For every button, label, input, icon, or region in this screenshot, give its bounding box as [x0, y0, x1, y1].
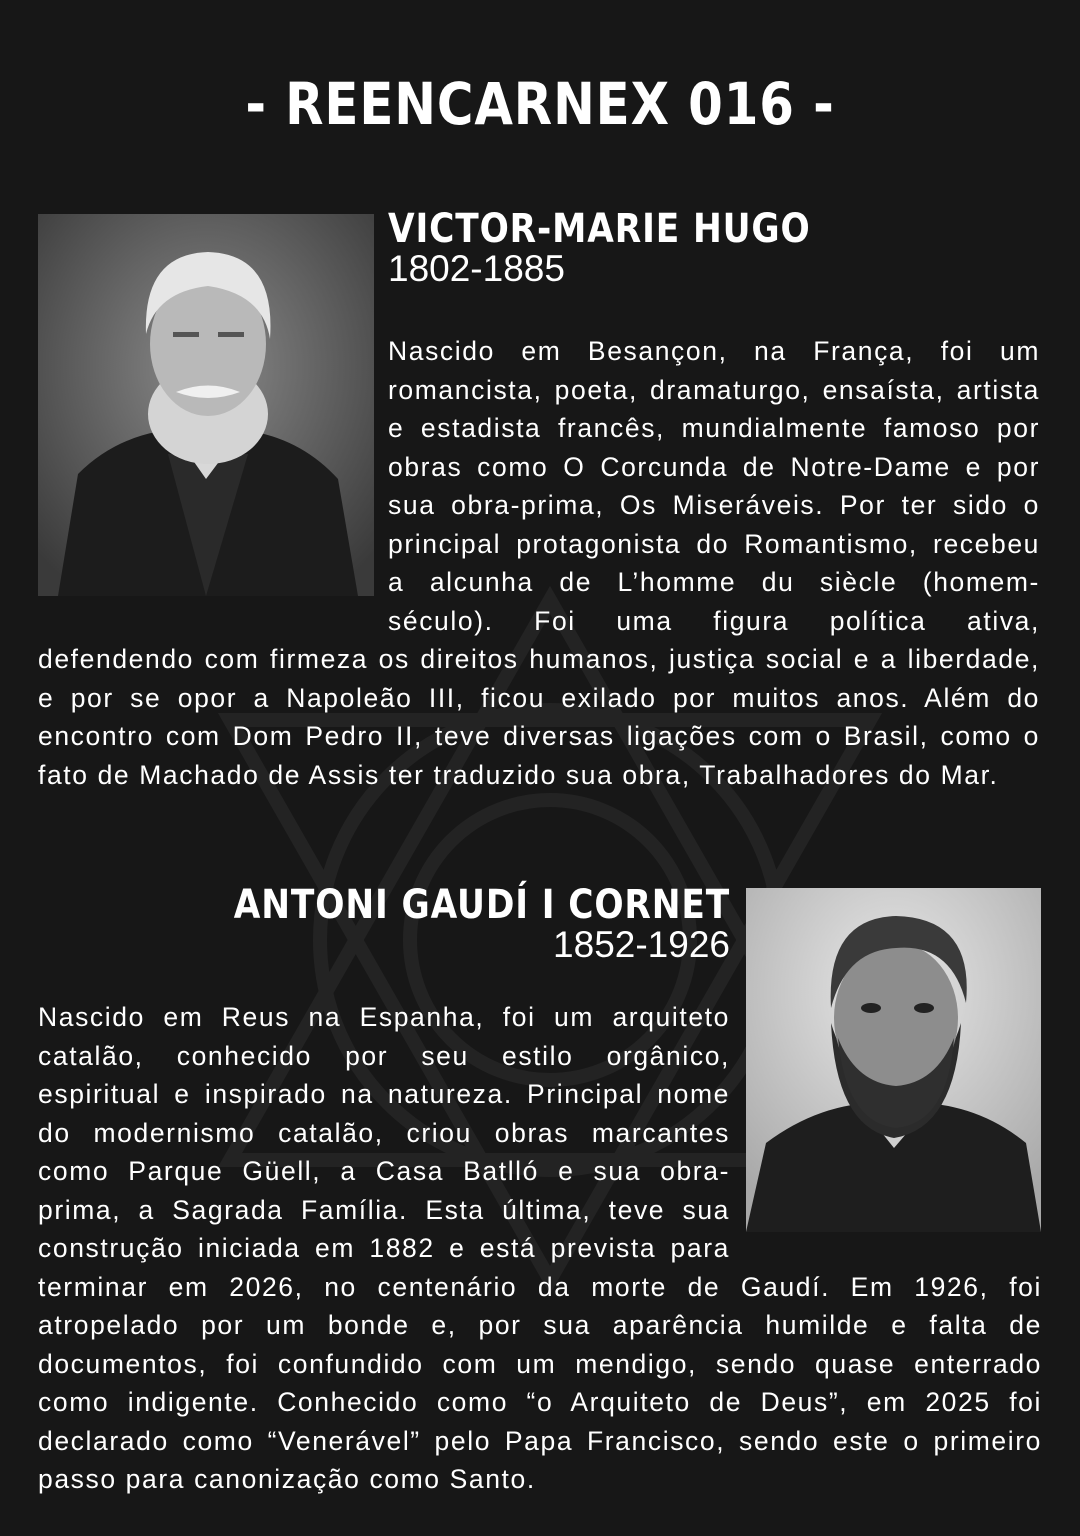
biography-antoni-gaudi [38, 998, 1042, 1499]
person-name-antoni-gaudi: ANTONI GAUDÍ I CORNET [233, 882, 730, 928]
person-years-antoni-gaudi: 1852-1926 [553, 924, 730, 965]
person-years-victor-hugo: 1802-1885 [388, 248, 565, 289]
page-title: - REENCARNEX 016 - [245, 70, 835, 138]
biography-victor-hugo [38, 332, 1040, 794]
biography-text: Nascido em Besançon, na França, foi um romancista, poeta, dramaturgo, ensaísta, artista e estadista francês, mundialmente famoso por obras como O Corcunda de Notre-Dame e por sua obra-prima, Os Miseráveis. Por ter sido o principal protagonista do Romantismo, recebeu a alcunha de L’homme du siècle (homem-século). Foi uma figura política ativa, defendendo com firmeza os direitos humanos, justiça social e a liberdade, e por se opor a Napoleão III, ficou exilado por muitos anos. Além do encontro com Dom Pedro II, teve diversas ligações com o Brasil, como o fato de Machado de Assis ter traduzido sua obra, Trabalhadores do Mar. [38, 336, 1040, 790]
person-name-victor-hugo: VICTOR-MARIE HUGO [388, 206, 811, 252]
biography-text: Nascido em Reus na Espanha, foi um arquiteto catalão, conhecido por seu estilo orgânico, espiritual e inspirado na natureza. Principal nome do modernismo catalão, criou obras marcantes como Parque Güell, a Casa Batlló e sua obra-prima, a Sagrada Família. Esta última, teve sua construção iniciada em 1882 e está prevista para terminar em 2026, no centenário da morte de Gaudí. Em 1926, foi atropelado por um bonde e, por sua aparência humilde e falta de documentos, foi confundido com um mendigo, sendo quase enterrado como indigente. Conhecido como “o Arquiteto de Deus”, em 2025 foi declarado como “Venerável” pelo Papa Francisco, sendo este o primeiro passo para canonização como Santo. [38, 1002, 1042, 1494]
